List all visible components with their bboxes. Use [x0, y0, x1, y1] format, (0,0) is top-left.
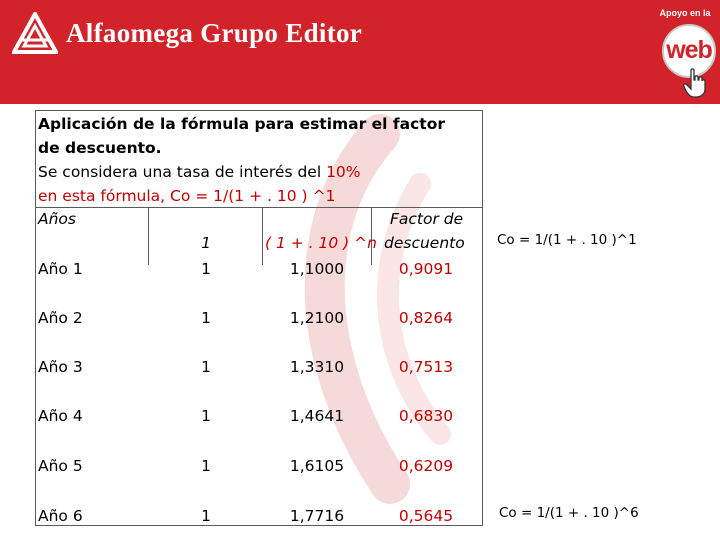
- year-cell: Año 6: [38, 507, 83, 525]
- intro-formula-line: [38, 189, 335, 205]
- intro-title-line1: Aplicación de la fórmula para estimar el factor: [38, 115, 445, 133]
- years-header: Años: [38, 210, 76, 228]
- table-column-divider: [262, 207, 263, 265]
- year-cell: Año 2: [38, 309, 83, 327]
- year-cell: Año 3: [38, 358, 83, 376]
- intro-formula: Co = 1/(1 + . 10 ) ^1: [170, 187, 336, 205]
- factor-header-line1: Factor de: [390, 210, 464, 228]
- power-cell: 1,6105: [289, 457, 345, 475]
- header-bar: [0, 0, 720, 104]
- one-cell: 1: [201, 260, 211, 278]
- year-cell: Año 5: [38, 457, 83, 475]
- power-cell: 1,7716: [289, 507, 345, 525]
- interest-rate: 10%: [326, 163, 361, 181]
- factor-cell: 0,8264: [398, 309, 454, 327]
- power-cell: 1,2100: [289, 309, 345, 327]
- one-cell: 1: [201, 358, 211, 376]
- intro-title-line2: de descuento.: [38, 139, 162, 157]
- web-word: web: [666, 36, 712, 64]
- table-column-divider: [148, 207, 149, 265]
- one-cell: 1: [201, 507, 211, 525]
- discount-factor-table: [35, 110, 483, 526]
- year-cell: Año 4: [38, 407, 83, 425]
- intro-rate-line: [38, 165, 361, 181]
- one-cell: 1: [201, 407, 211, 425]
- formula-note-year6: Co = 1/(1 + . 10 )^6: [499, 505, 639, 521]
- power-cell: 1,3310: [289, 358, 345, 376]
- web-support-link[interactable]: [650, 6, 720, 102]
- factor-header-line2: descuento: [384, 234, 465, 252]
- factor-cell: 0,7513: [398, 358, 454, 376]
- factor-cell: 0,9091: [398, 260, 454, 278]
- alfaomega-logo-icon: [12, 12, 58, 54]
- intro-rate-prefix: Se considera una tasa de interés del: [38, 163, 327, 181]
- one-cell: 1: [201, 309, 211, 327]
- year-cell: Año 1: [38, 260, 83, 278]
- factor-cell: 0,6209: [398, 457, 454, 475]
- web-caption: Apoyo en la: [659, 8, 711, 18]
- power-cell: 1,1000: [289, 260, 345, 278]
- power-cell: 1,4641: [289, 407, 345, 425]
- formula-note-year1: Co = 1/(1 + . 10 )^1: [497, 232, 637, 248]
- intro-formula-prefix: en esta fórmula,: [38, 187, 171, 205]
- brand-name: Alfaomega Grupo Editor: [66, 18, 363, 48]
- one-header: 1: [201, 234, 211, 252]
- factor-cell: 0,6830: [398, 407, 454, 425]
- table-row-divider: [36, 207, 482, 208]
- one-cell: 1: [201, 457, 211, 475]
- factor-cell: 0,5645: [398, 507, 454, 525]
- power-header: ( 1 + . 10 ) ^n: [265, 234, 377, 252]
- pointer-hand-icon: [683, 68, 707, 98]
